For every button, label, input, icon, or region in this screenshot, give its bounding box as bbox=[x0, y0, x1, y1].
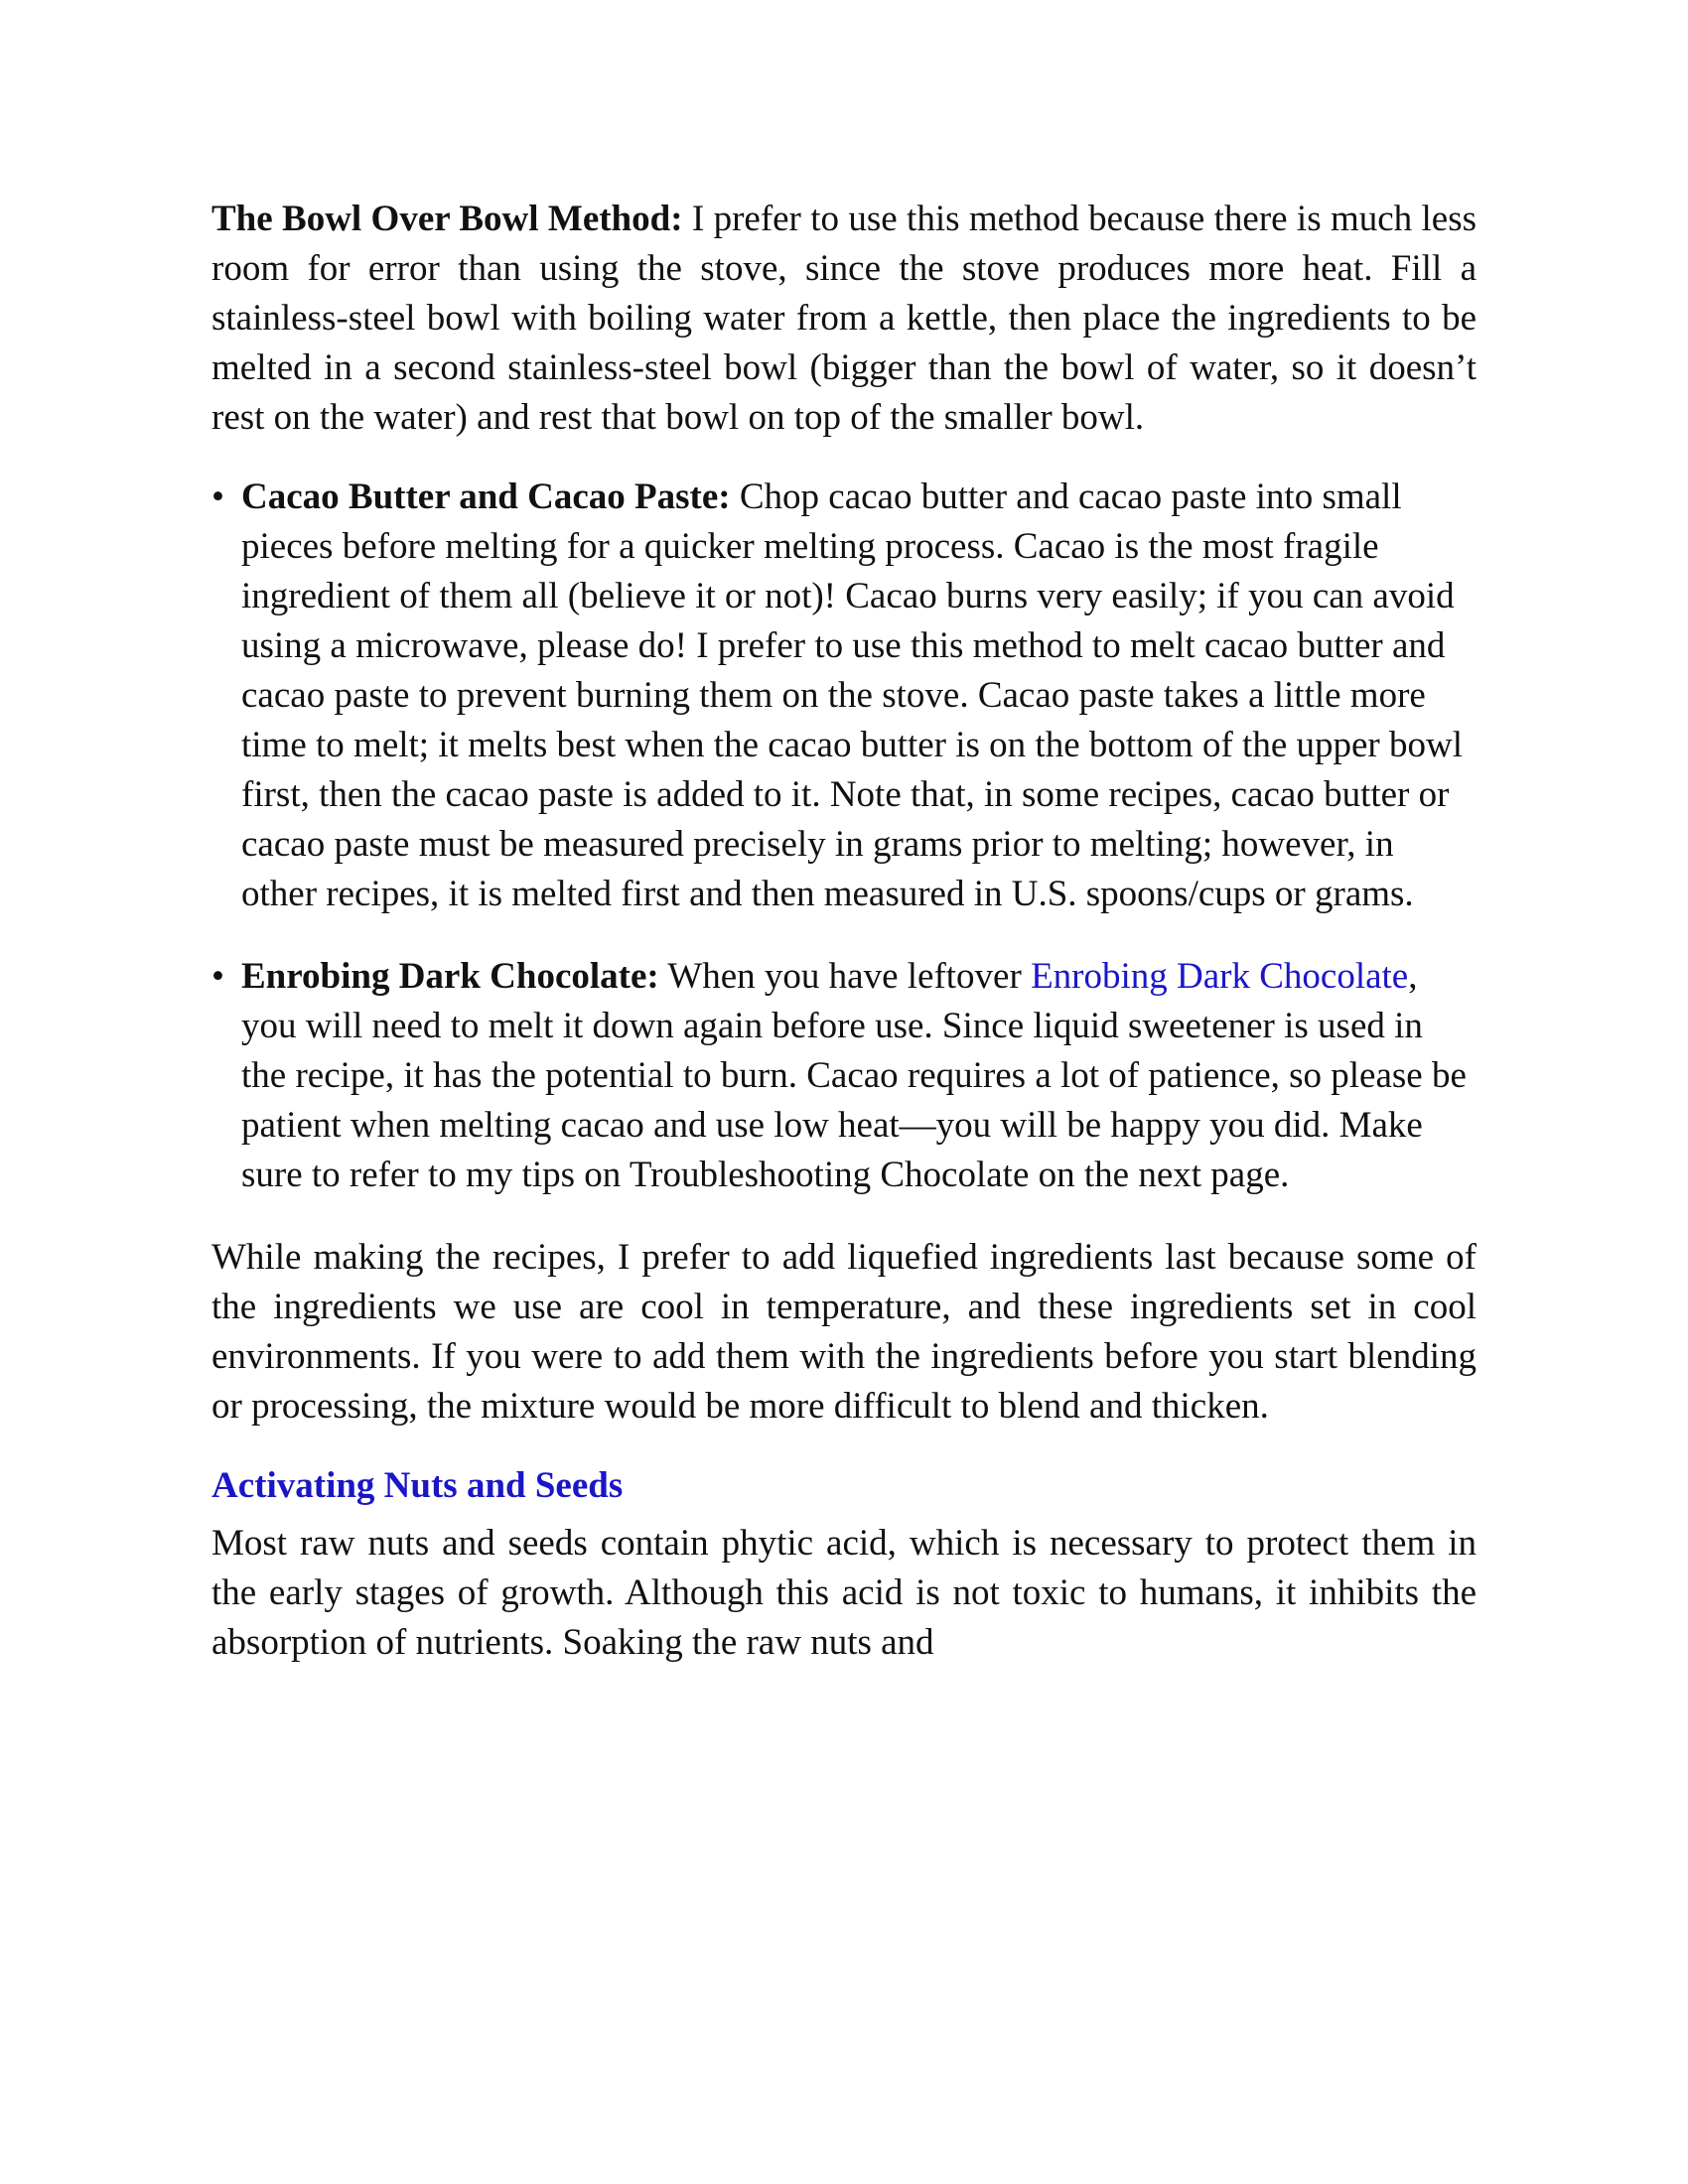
bullet-heading: Cacao Butter and Cacao Paste: bbox=[241, 477, 731, 517]
bowl-method-heading: The Bowl Over Bowl Method: bbox=[211, 199, 683, 239]
bowl-method-paragraph bbox=[211, 195, 1477, 443]
liquefied-ingredients-paragraph: While making the recipes, I prefer to add liquefied ingredients last because some of the ingredients we use are cool in temperature, and these ingredients set in cool environments. If you were to add them with the ingredients before you start blending or processing, the mixture would be more difficult to blend and thicken. bbox=[211, 1237, 1477, 1427]
bullet-text: When you have leftover bbox=[658, 956, 1032, 997]
bullet-heading: Enrobing Dark Chocolate: bbox=[241, 956, 659, 997]
bullet-text-continued: , you will need to melt it down again before use. Since liquid sweetener is used in the recipe, it has the potential to burn. Cacao requires a lot of patience, so please be patient when melting cacao and use low heat—you will be happy you did. Make sure to refer to my tips on Troubleshooting Chocolate on the next page. bbox=[241, 956, 1467, 1195]
page-content bbox=[211, 195, 1477, 1668]
bullet-text: Chop cacao butter and cacao paste into small pieces before melting for a quicker melting process. Cacao is the most fragile ingredient of them all (believe it or not)! Cacao burns very easily; if you can avoid using a microwave, please do! I prefer to use this method to melt cacao butter and cacao paste to prevent burning them on the stove. Cacao paste takes a little more time to melt; it melts best when the cacao butter is on the bottom of the upper bowl first, then the cacao paste is added to it. Note that, in some recipes, cacao butter or cacao paste must be measured precisely in grams prior to melting; however, in other recipes, it is melted first and then measured in U.S. spoons/cups or grams. bbox=[241, 477, 1463, 914]
bullet-marker: • bbox=[211, 477, 224, 517]
activating-nuts-paragraph: Most raw nuts and seeds contain phytic acid, which is necessary to protect them in the early stages of growth. Although this acid is not toxic to humans, it inhibits the absorption of nutrients. Soaking the raw nuts and bbox=[211, 1523, 1477, 1663]
section-heading-activating-nuts: Activating Nuts and Seeds bbox=[211, 1465, 624, 1506]
bowl-method-text: I prefer to use this method because there is much less room for error than using the stove, since the stove produces more heat. Fill a stainless-steel bowl with boiling water from a kettle, then place the ingredients to be melted in a second stainless-steel bowl (bigger than the bowl of water, so it doesn’t rest on the water) and rest that bowl on top of the smaller bowl. bbox=[211, 199, 1477, 438]
bullet-marker: • bbox=[211, 956, 224, 997]
melting-bullet-list bbox=[211, 473, 1477, 1200]
bullet-cacao-butter-paste bbox=[211, 473, 1477, 919]
bullet-enrobing-dark-chocolate bbox=[211, 952, 1477, 1200]
enrobing-dark-chocolate-link[interactable]: Enrobing Dark Chocolate bbox=[1031, 956, 1409, 997]
